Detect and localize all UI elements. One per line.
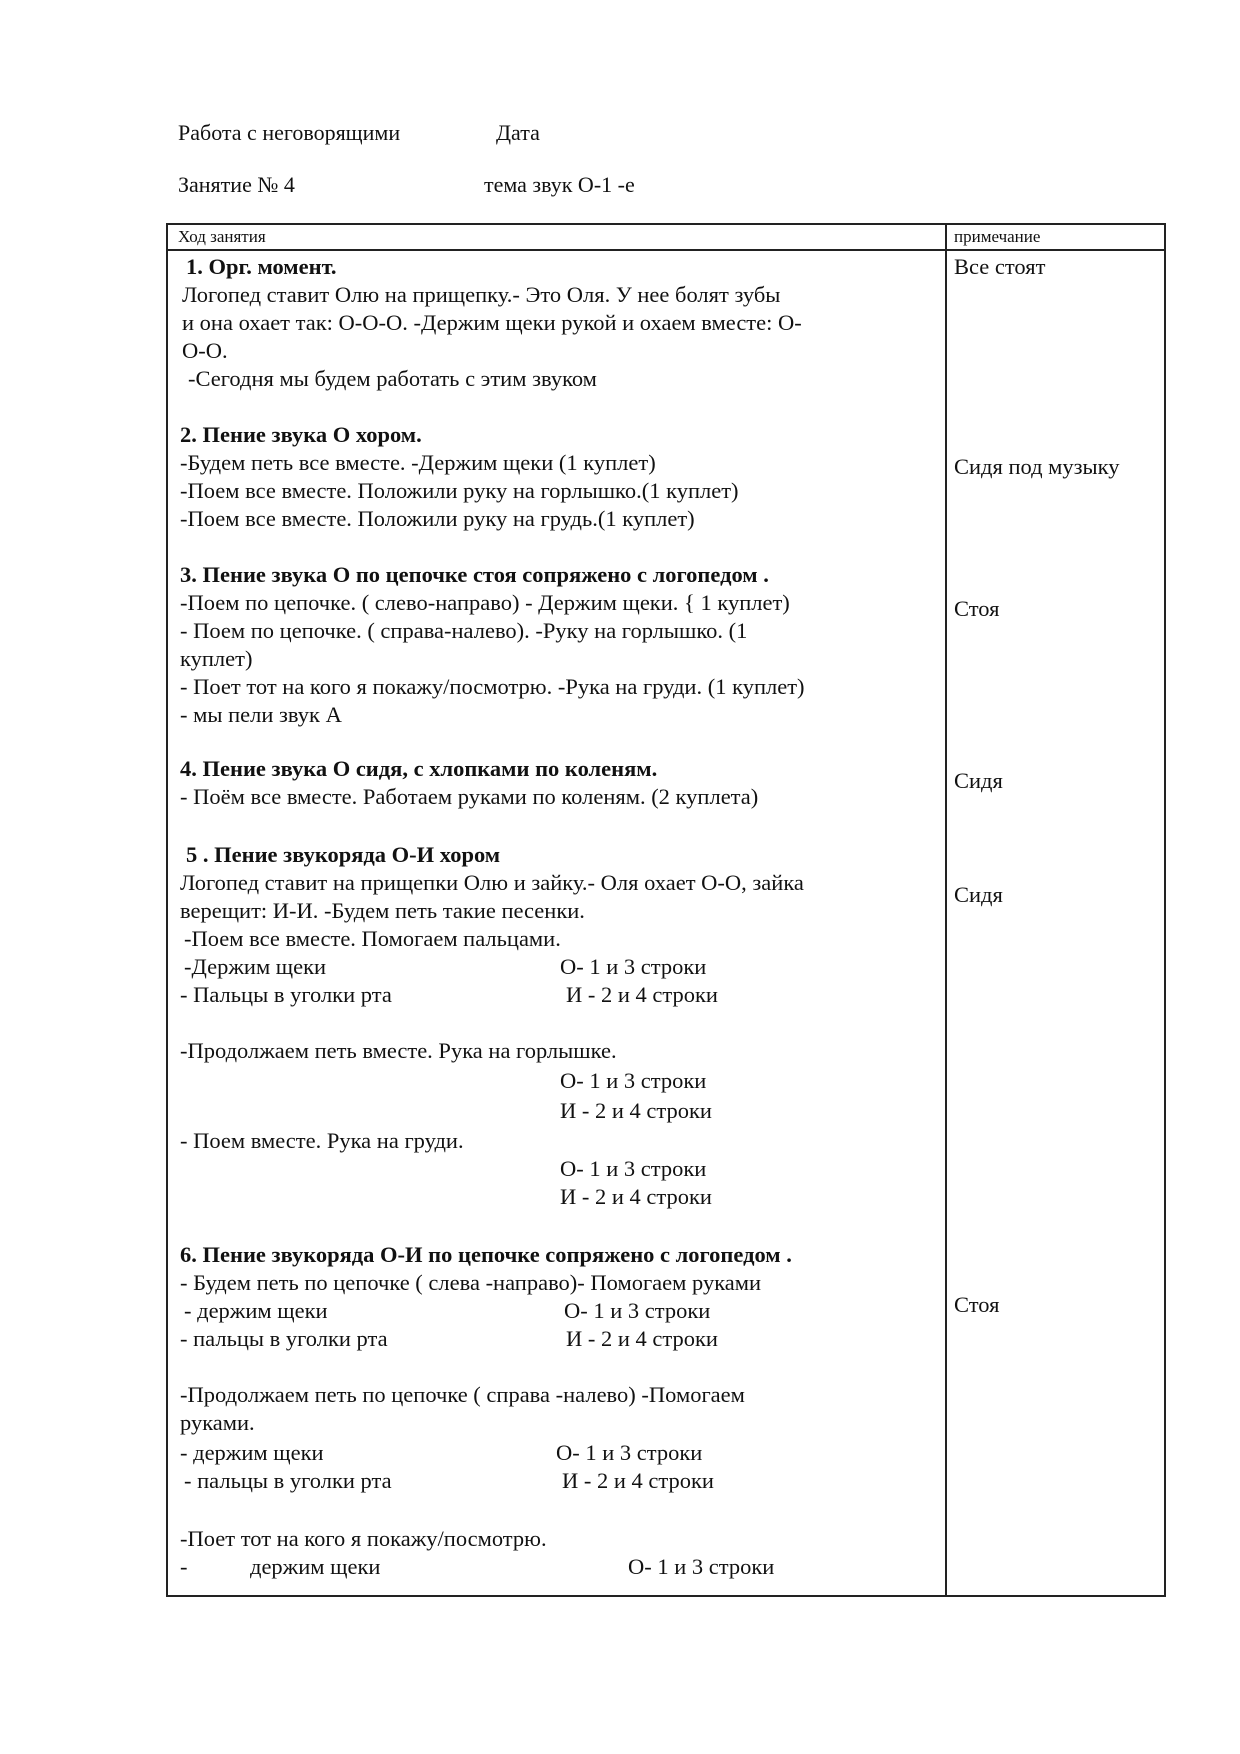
lesson-table [166, 223, 1166, 1597]
section-6-line: - Будем петь по цепочке ( слева -направо)- Помогаем руками [180, 1270, 762, 1295]
column-divider [945, 225, 947, 1595]
section-3-line: - Поет тот на кого я покажу/посмотрю. -Рука на груди. (1 куплет) [180, 674, 805, 699]
section-6-line: - держим щеки [184, 1298, 328, 1323]
section-6-line: -Поет тот на кого я покажу/посмотрю. [180, 1526, 547, 1551]
section-5-line: О- 1 и 3 строки [560, 1156, 707, 1181]
header-date-label: Дата [496, 120, 540, 145]
section-4-title: 4. Пение звука О сидя, с хлопками по коленям. [180, 756, 658, 781]
section-2-title: 2. Пение звука О хором. [180, 422, 422, 447]
section-3-line: -Поем по цепочке. ( слево-направо) - Держим щеки. { 1 куплет) [180, 590, 790, 615]
section-3-note: Стоя [954, 596, 1000, 621]
section-6-line: - держим щеки [180, 1440, 324, 1465]
header-work-label: Работа с неговорящими [178, 120, 401, 145]
section-3-title: 3. Пение звука О по цепочке стоя сопряжено с логопедом . [180, 562, 769, 587]
section-6-line: И - 2 и 4 строки [566, 1326, 718, 1351]
section-5-line: О- 1 и 3 строки [560, 954, 707, 979]
section-1-line: -Сегодня мы будем работать с этим звуком [188, 366, 597, 391]
section-5-line: - Пальцы в уголки рта [180, 982, 392, 1007]
section-4-line: - Поём все вместе. Работаем руками по коленям. (2 куплета) [180, 784, 759, 809]
section-3-line: куплет) [180, 646, 253, 671]
section-5-note: Сидя [954, 882, 1003, 907]
section-5-line: - Поем вместе. Рука на груди. [180, 1128, 464, 1153]
header-lesson-number: Занятие № 4 [178, 172, 295, 197]
section-1-title: 1. Орг. момент. [186, 254, 337, 279]
section-2-line: -Будем петь все вместе. -Держим щеки (1 куплет) [180, 450, 656, 475]
section-5-line: Логопед ставит на прищепки Олю и зайку.- Оля охает О-О, зайка [180, 870, 804, 895]
section-1-line: О-О. [182, 338, 228, 363]
section-1-line: Логопед ставит Олю на прищепку.- Это Оля. У нее болят зубы [182, 282, 781, 307]
section-5-line: -Продолжаем петь вместе. Рука на горлышке. [180, 1038, 617, 1063]
column-header-main: Ход занятия [178, 227, 266, 246]
section-4-note: Сидя [954, 768, 1003, 793]
section-5-line: И - 2 и 4 строки [560, 1184, 712, 1209]
section-6-line: держим щеки [250, 1554, 381, 1579]
section-5-line: О- 1 и 3 строки [560, 1068, 707, 1093]
section-6-line: - пальцы в уголки рта [180, 1326, 388, 1351]
header-row-divider [168, 249, 1164, 251]
section-6-line: - [180, 1554, 188, 1579]
section-3-line: - Поем по цепочке. ( справа-налево). -Руку на горлышко. (1 [180, 618, 748, 643]
section-6-line: - пальцы в уголки рта [184, 1468, 392, 1493]
column-header-note: примечание [954, 227, 1041, 246]
section-6-line: О- 1 и 3 строки [564, 1298, 711, 1323]
section-6-line: О- 1 и 3 строки [628, 1554, 775, 1579]
section-6-line: И - 2 и 4 строки [562, 1468, 714, 1493]
section-2-line: -Поем все вместе. Положили руку на горлышко.(1 куплет) [180, 478, 739, 503]
section-2-line: -Поем все вместе. Положили руку на грудь.(1 куплет) [180, 506, 695, 531]
section-5-line: И - 2 и 4 строки [560, 1098, 712, 1123]
section-5-title: 5 . Пение звукоряда О-И хором [186, 842, 501, 867]
section-5-line: верещит: И-И. -Будем петь такие песенки. [180, 898, 585, 923]
section-1-note: Все стоят [954, 254, 1046, 279]
section-5-line: -Поем все вместе. Помогаем пальцами. [184, 926, 561, 951]
section-6-note: Стоя [954, 1292, 1000, 1317]
header-topic: тема звук О-1 -е [484, 172, 635, 197]
section-1-line: и она охает так: О-О-О. -Держим щеки рукой и охаем вместе: О- [182, 310, 802, 335]
section-6-line: руками. [180, 1410, 255, 1435]
section-6-line: -Продолжаем петь по цепочке ( справа -налево) -Помогаем [180, 1382, 745, 1407]
section-6-line: О- 1 и 3 строки [556, 1440, 703, 1465]
section-3-line: - мы пели звук А [180, 702, 342, 727]
section-5-line: И - 2 и 4 строки [566, 982, 718, 1007]
section-6-title: 6. Пение звукоряда О-И по цепочке сопряжено с логопедом . [180, 1242, 792, 1267]
section-5-line: -Держим щеки [184, 954, 327, 979]
section-2-note: Сидя под музыку [954, 454, 1120, 479]
